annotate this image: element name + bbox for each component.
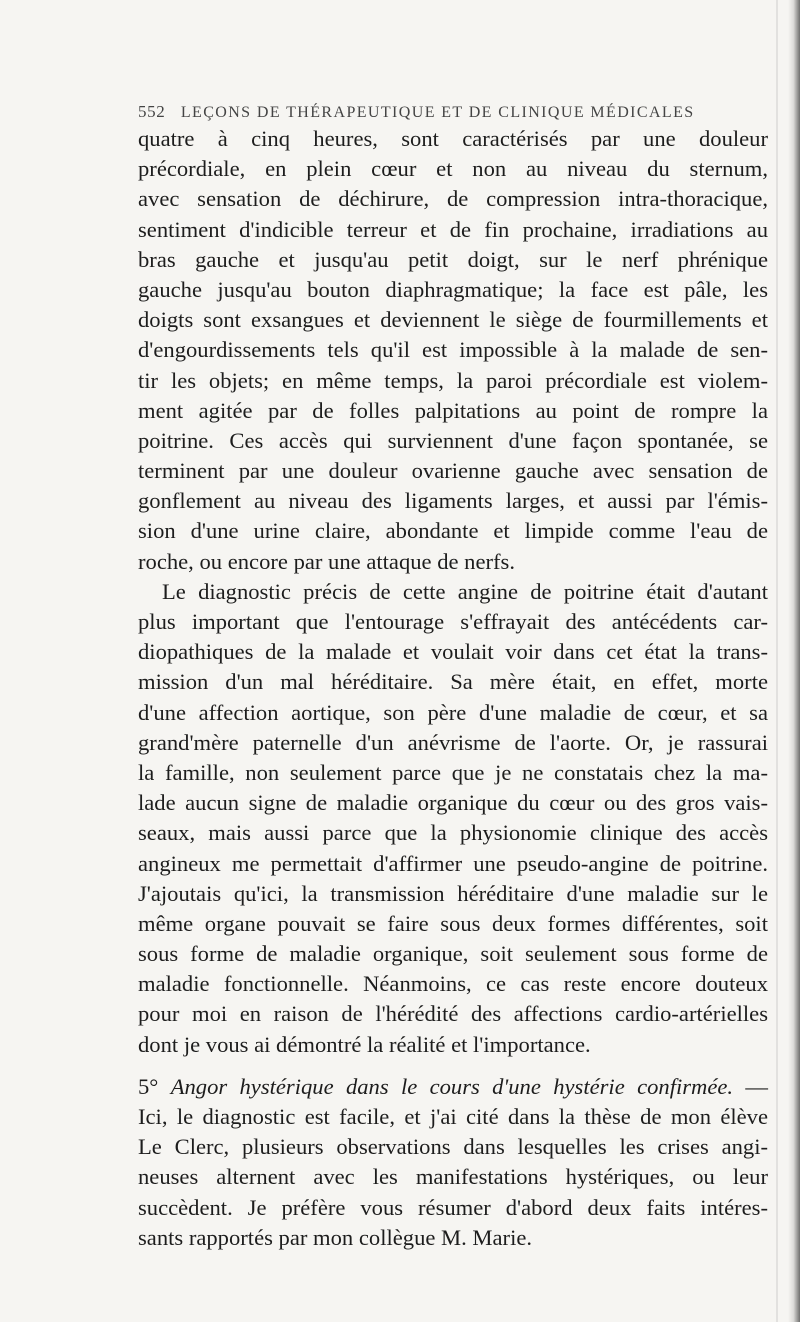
- text-line: lade aucun signe de maladie organique du cœur ou des gros vais-: [138, 790, 768, 816]
- section-5-heading-line: [138, 1072, 768, 1102]
- text-line: neuses alternent avec les manifestations hystériques, ou leur: [138, 1164, 768, 1190]
- text-line: la famille, non seulement parce que je ne constatais chez la ma-: [138, 759, 768, 785]
- text-line: Ici, le diagnostic est facile, et j'ai cité dans la thèse de mon élève: [138, 1104, 768, 1129]
- text-line: Le Clerc, plusieurs observations dans lesquelles les crises angi-: [138, 1134, 768, 1160]
- text-line: seaux, mais aussi parce que la physionomie clinique des accès: [138, 820, 768, 846]
- text-line: d'engourdissements tels qu'il est impossible à la malade de sen-: [138, 337, 768, 363]
- text-line: ment agitée par de folles palpitations au point de rompre la: [138, 397, 768, 423]
- page-number: 552: [138, 102, 166, 121]
- text-line: même organe pouvait se faire sous deux formes différentes, soit: [138, 910, 768, 936]
- text-line: sentiment d'indicible terreur et de fin prochaine, irradiations au: [138, 216, 768, 242]
- running-title: LEÇONS DE THÉRAPEUTIQUE ET DE CLINIQUE MÉDICALES: [180, 104, 695, 121]
- text-line: roche, ou encore par une attaque de nerfs.: [138, 548, 516, 574]
- text-line: grand'mère paternelle d'un anévrisme de l'aorte. Or, je rassurai: [138, 729, 768, 755]
- text-line: précordiale, en plein cœur et non au niveau du sternum,: [138, 156, 768, 182]
- text-line: succèdent. Je préfère vous résumer d'abord deux faits intéres-: [138, 1194, 768, 1220]
- text-line: plus important que l'entourage s'effrayait des antécédents car-: [138, 609, 768, 634]
- paragraph-2: [138, 577, 768, 1060]
- text-line: sion d'une urine claire, abondante et limpide comme l'eau de: [138, 518, 768, 544]
- text-line: doigts sont exsangues et deviennent le siège de fourmillements et: [138, 307, 768, 333]
- text-line: dont je vous ai démontré la réalité et l'importance.: [138, 1031, 591, 1057]
- text-line: gauche jusqu'au bouton diaphragmatique; la face est pâle, les: [138, 276, 768, 302]
- text-line: poitrine. Ces accès qui surviennent d'une façon spontanée, se: [138, 427, 768, 453]
- text-line: bras gauche et jusqu'au petit doigt, sur le nerf phrénique: [138, 246, 768, 272]
- text-line: J'ajoutais qu'ici, la transmission héréditaire d'une maladie sur le: [138, 880, 768, 906]
- page-edge-shadow: [788, 0, 800, 1322]
- text-line: gonflement au niveau des ligaments larges, et aussi par l'émis-: [138, 488, 768, 514]
- text-line: tir les objets; en même temps, la paroi précordiale est violem-: [138, 367, 768, 393]
- text-line: d'une affection aortique, son père d'une maladie de cœur, et sa: [138, 699, 768, 725]
- text-line: maladie fonctionnelle. Néanmoins, ce cas reste encore douteux: [138, 971, 768, 997]
- section-5-dash: —: [733, 1073, 768, 1099]
- body-text: [138, 124, 768, 1253]
- section-5: [138, 1072, 768, 1253]
- text-line: sants rapportés par mon collègue M. Marie.: [138, 1224, 533, 1250]
- text-line: angineux me permettait d'affirmer une pseudo-angine de poitrine.: [138, 850, 768, 876]
- text-line: avec sensation de déchirure, de compression intra-thoracique,: [138, 186, 768, 212]
- text-line: quatre à cinq heures, sont caractérisés par une douleur: [138, 126, 768, 151]
- section-5-body: [138, 1102, 768, 1253]
- text-line: mission d'un mal héréditaire. Sa mère était, en effet, morte: [138, 669, 768, 695]
- text-line: terminent par une douleur ovarienne gauche avec sensation de: [138, 458, 768, 484]
- section-5-title: Angor hystérique dans le cours d'une hystérie confirmée.: [170, 1073, 734, 1099]
- paragraph-1: [138, 124, 768, 577]
- text-line: diopathiques de la malade et voulait voir dans cet état la trans-: [138, 639, 768, 665]
- page-fold-line: [776, 0, 778, 1322]
- text-line: pour moi en raison de l'hérédité des affections cardio-artérielles: [138, 1001, 768, 1027]
- section-5-number: 5°: [138, 1073, 159, 1099]
- text-line: sous forme de maladie organique, soit seulement sous forme de: [138, 941, 768, 967]
- text-line: Le diagnostic précis de cette angine de poitrine était d'autant: [162, 578, 768, 604]
